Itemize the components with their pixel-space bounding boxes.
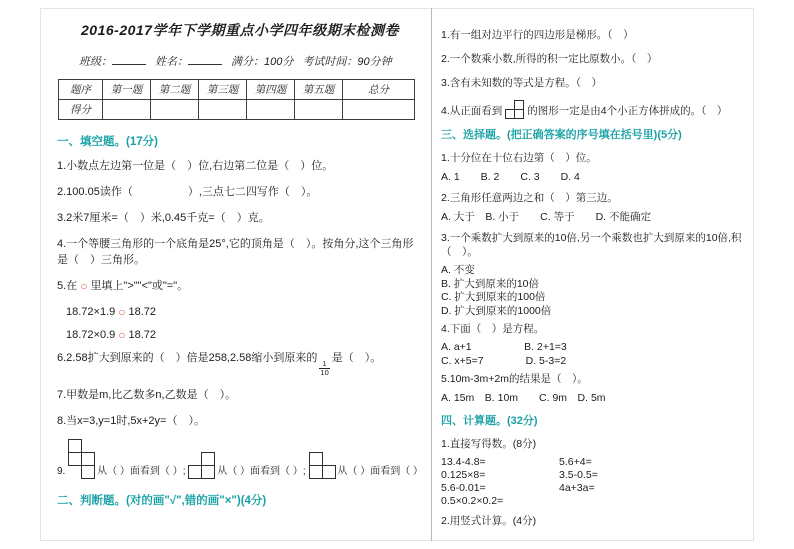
score-cell-empty [295,100,343,120]
page-title: 2016-2017学年下学期重点小学四年级期末检测卷 [81,22,399,38]
score-table [58,79,415,120]
class-blank-line [112,54,146,65]
choice-question-3: 3.一个乘数扩大到原来的10倍,另一个乘数也扩大到原来的10倍,积（ ）。 [441,232,742,258]
score-cell-empty [199,100,247,120]
score-table-header: 总分 [343,80,415,100]
calc-subsection-1: 1.直接写得数。(8分) [441,438,537,450]
cube-cell [68,452,82,466]
cube-cell [201,465,215,479]
expression-left: 18.72×0.9 [66,329,116,341]
choice-question-3-option-a: A. 不变 [441,264,475,276]
cube-figure-2 [188,452,214,479]
choice-question-4: 4.下面（ ）是方程。 [441,323,545,335]
expression-right: 18.72 [128,329,157,341]
cube-cell [514,109,524,119]
score-cell-empty [103,100,151,120]
right-column [441,28,749,533]
score-table-score-row [59,100,415,120]
expression: 5.6-0.01= [441,482,486,494]
expression: 13.4-4.8= [441,456,486,468]
score-cell-empty [247,100,295,120]
question-text: 里填上">""<"或"="。 [90,280,189,292]
calc-subsection-2: 2.用竖式计算。(4分) [441,515,537,527]
column-divider [431,8,432,541]
fill-question-1: 1.小数点左边第一位是（ ）位,右边第二位是（ ）位。 [57,160,334,172]
question-text: 的图形一定是由4个小正方体拼成的。（ ） [527,105,728,117]
exam-time-label: 考试时间：90分钟 [302,56,392,68]
question-text: 5.在 [57,280,78,292]
score-row-label: 得分 [59,100,103,120]
fill-question-8: 8.当x=3,y=1时,5x+2y=（ ）。 [57,414,205,427]
compare-circle-icon: ○ [118,328,126,342]
fill-question-2: 2.100.05读作（ ）,三点七二四写作（ ）。 [57,186,318,198]
question-text: 是（ ）。 [331,352,382,364]
score-table-header: 第一题 [103,80,151,100]
class-label: 班级： [79,53,146,69]
cube-cell [68,439,82,453]
score-table-header: 题序 [59,80,103,100]
score-cell-empty [151,100,199,120]
judge-question-1: 1.有一组对边平行的四边形是梯形。（ ） [441,29,634,41]
choice-question-5: 5.10m-3m+2m的结果是（ ）。 [441,373,588,385]
score-table-header: 第三题 [199,80,247,100]
fill-question-9 [57,439,423,479]
choice-question-2-options: A. 大于 B. 小于 C. 等于 D. 不能确定 [441,211,652,223]
cube-figure-3 [309,452,335,479]
compare-circle-icon: ○ [80,279,88,293]
expression: 3.5-0.5= [559,469,598,481]
question-text: 4.从正面看到 [441,105,503,117]
fill-question-7: 7.甲数是m,比乙数多n,乙数是（ ）。 [57,388,237,401]
judge-question-4 [441,100,749,119]
fill-question-5-line-2 [57,327,423,343]
choice-question-1-options: A. 1 B. 2 C. 3 D. 4 [441,171,580,183]
left-column [57,20,423,517]
section-heading-judge: 二、判断题。(对的画"√",错的画"×")(4分) [57,494,267,507]
choice-question-3-option-c: C. 扩大到原来的100倍 [441,291,546,303]
judge-question-2: 2.一个数乘小数,所得的积一定比原数小。（ ） [441,53,658,65]
score-cell-empty [343,100,415,120]
compare-circle-icon: ○ [118,305,126,319]
cube-cell [309,465,323,479]
name-blank-line [188,54,222,65]
cube-cell [81,452,95,466]
section-heading-choice: 三、选择题。(把正确答案的序号填在括号里)(5分) [441,129,682,141]
question-text: 从（ ）面看到（ ）; [217,465,306,477]
cube-cell [322,465,336,479]
question-number: 9. [57,465,66,477]
section-heading-calc: 四、计算题。(32分) [441,415,538,427]
expression: 5.6+4= [559,456,592,468]
choice-question-3-option-b: B. 扩大到原来的10倍 [441,277,540,290]
cube-figure-judge [505,100,524,119]
expression [559,495,749,508]
oral-calculation-grid [441,456,749,508]
score-table-header: 第二题 [151,80,199,100]
score-table-header: 第五题 [295,80,343,100]
cube-cell [81,465,95,479]
cube-cell [309,452,323,466]
fill-question-4: 4.一个等腰三角形的一个底角是25°,它的顶角是（ ）。按角分,这个三角形是（ ）三角形。 [57,238,414,266]
score-table-header: 第四题 [247,80,295,100]
fill-question-5 [57,278,423,294]
expression-left: 18.72×1.9 [66,306,116,318]
name-label: 姓名： [155,53,222,69]
choice-question-5-options: A. 15m B. 10m C. 9m D. 5m [441,392,606,404]
meta-line [57,53,423,69]
section-heading-fill: 一、填空题。(17分) [57,136,158,148]
cube-cell [188,465,202,479]
choice-question-3-option-d: D. 扩大到原来的1000倍 [441,304,552,317]
fraction-one-tenth: $\frac{1}{10}$ [320,359,329,377]
choice-question-4-options-ab: A. a+1 B. 2+1=3 [441,341,567,353]
fill-question-3: 3.2米7厘米=（ ）米,0.45千克=（ ）克。 [57,212,270,224]
expression: 0.125×8= [441,469,486,481]
fill-question-6 [57,350,423,377]
score-table-header-row [59,80,415,100]
expression: 4a+3a= [559,482,595,494]
expression: 0.5×0.2×0.2= [441,495,504,507]
full-score-label: 满分：100分 [231,56,294,68]
fill-question-5-line-1 [57,304,423,320]
question-text: 从（ ）面看到（ ）; [97,465,186,477]
cube-cell [201,452,215,466]
expression-right: 18.72 [128,306,157,318]
choice-question-4-options-cd: C. x+5=7 D. 5-3=2 [441,354,567,367]
choice-question-1: 1.十分位在十位右边第（ ）位。 [441,152,597,164]
judge-question-3: 3.含有未知数的等式是方程。（ ） [441,77,603,89]
question-text: 6.2.58扩大到原来的（ ）倍是258,2.58缩小到原来的 [57,352,318,364]
cube-figure-1 [68,439,94,479]
choice-question-2: 2.三角形任意两边之和（ ）第三边。 [441,192,618,204]
question-text: 从（ ）面看到（ ） [337,465,423,477]
